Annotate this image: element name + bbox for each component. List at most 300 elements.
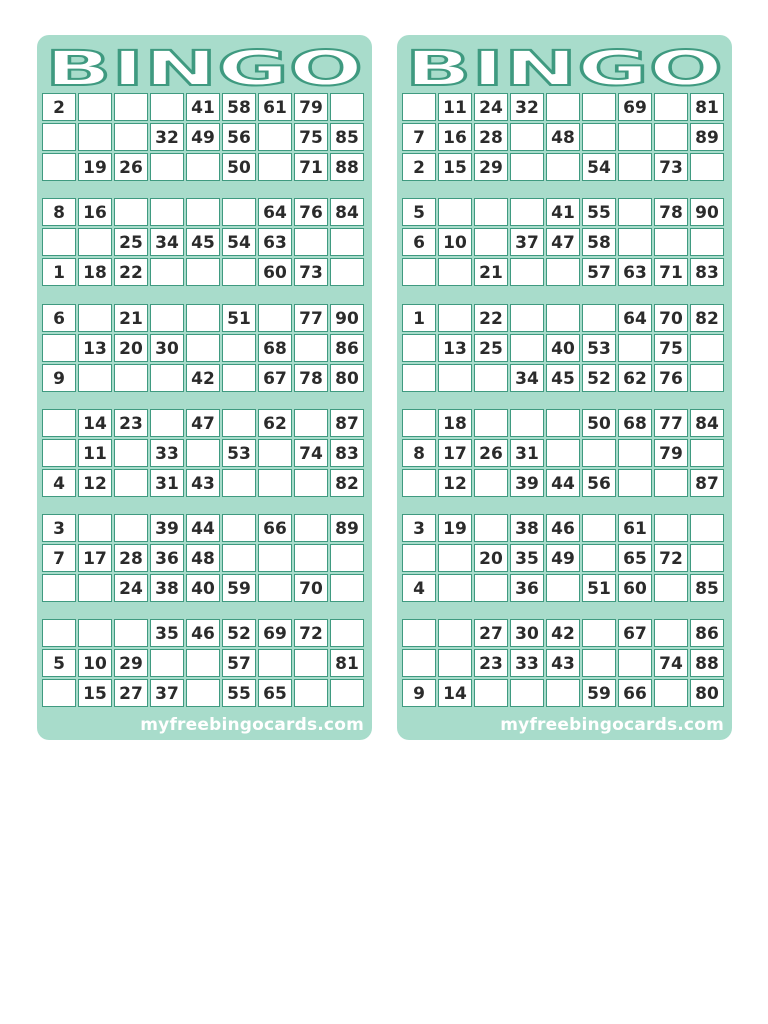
number-cell: 7 bbox=[402, 123, 436, 151]
empty-cell bbox=[258, 469, 292, 497]
number-cell: 32 bbox=[510, 93, 544, 121]
empty-cell bbox=[618, 649, 652, 677]
number-cell: 21 bbox=[114, 304, 148, 332]
empty-cell bbox=[474, 228, 508, 256]
number-cell: 47 bbox=[546, 228, 580, 256]
number-cell: 24 bbox=[114, 574, 148, 602]
number-cell: 42 bbox=[186, 364, 220, 392]
empty-cell bbox=[474, 364, 508, 392]
empty-cell bbox=[438, 364, 472, 392]
number-cell: 82 bbox=[330, 469, 364, 497]
number-cell: 63 bbox=[618, 258, 652, 286]
number-cell: 15 bbox=[78, 679, 112, 707]
empty-cell bbox=[294, 409, 328, 437]
empty-cell bbox=[690, 228, 724, 256]
number-cell: 83 bbox=[330, 439, 364, 467]
empty-cell bbox=[42, 334, 76, 362]
empty-cell bbox=[654, 228, 688, 256]
empty-cell bbox=[582, 544, 616, 572]
empty-cell bbox=[150, 198, 184, 226]
number-cell: 56 bbox=[222, 123, 256, 151]
number-cell: 88 bbox=[690, 649, 724, 677]
empty-cell bbox=[510, 153, 544, 181]
empty-cell bbox=[294, 679, 328, 707]
number-cell: 50 bbox=[222, 153, 256, 181]
number-cell: 75 bbox=[654, 334, 688, 362]
empty-cell bbox=[222, 514, 256, 542]
empty-cell bbox=[258, 123, 292, 151]
number-cell: 2 bbox=[402, 153, 436, 181]
empty-cell bbox=[690, 364, 724, 392]
number-cell: 48 bbox=[186, 544, 220, 572]
strip-title bbox=[41, 40, 367, 90]
number-cell: 4 bbox=[402, 574, 436, 602]
number-cell: 62 bbox=[618, 364, 652, 392]
empty-cell bbox=[186, 439, 220, 467]
number-cell: 49 bbox=[546, 544, 580, 572]
empty-cell bbox=[546, 574, 580, 602]
number-cell: 87 bbox=[690, 469, 724, 497]
empty-cell bbox=[150, 304, 184, 332]
number-cell: 58 bbox=[222, 93, 256, 121]
empty-cell bbox=[546, 679, 580, 707]
number-cell: 14 bbox=[78, 409, 112, 437]
empty-cell bbox=[78, 619, 112, 647]
number-cell: 81 bbox=[330, 649, 364, 677]
number-cell: 28 bbox=[474, 123, 508, 151]
bingo-ticket bbox=[42, 409, 368, 499]
empty-cell bbox=[438, 619, 472, 647]
empty-cell bbox=[42, 228, 76, 256]
empty-cell bbox=[222, 364, 256, 392]
number-cell: 36 bbox=[150, 544, 184, 572]
number-cell: 7 bbox=[42, 544, 76, 572]
empty-cell bbox=[258, 153, 292, 181]
number-cell: 53 bbox=[222, 439, 256, 467]
bingo-ticket bbox=[42, 514, 368, 604]
bingo-strip-left bbox=[37, 35, 372, 740]
number-cell: 67 bbox=[258, 364, 292, 392]
empty-cell bbox=[222, 544, 256, 572]
empty-cell bbox=[42, 619, 76, 647]
number-cell: 51 bbox=[582, 574, 616, 602]
empty-cell bbox=[474, 574, 508, 602]
empty-cell bbox=[438, 574, 472, 602]
number-cell: 52 bbox=[222, 619, 256, 647]
empty-cell bbox=[690, 544, 724, 572]
number-cell: 59 bbox=[582, 679, 616, 707]
empty-cell bbox=[222, 469, 256, 497]
empty-cell bbox=[150, 364, 184, 392]
number-cell: 37 bbox=[150, 679, 184, 707]
empty-cell bbox=[546, 304, 580, 332]
empty-cell bbox=[510, 198, 544, 226]
number-cell: 5 bbox=[402, 198, 436, 226]
number-cell: 38 bbox=[510, 514, 544, 542]
empty-cell bbox=[510, 258, 544, 286]
number-cell: 22 bbox=[474, 304, 508, 332]
empty-cell bbox=[402, 364, 436, 392]
number-cell: 90 bbox=[690, 198, 724, 226]
number-cell: 56 bbox=[582, 469, 616, 497]
empty-cell bbox=[222, 258, 256, 286]
number-cell: 20 bbox=[114, 334, 148, 362]
number-cell: 33 bbox=[510, 649, 544, 677]
empty-cell bbox=[114, 123, 148, 151]
number-cell: 86 bbox=[690, 619, 724, 647]
number-cell: 25 bbox=[114, 228, 148, 256]
number-cell: 73 bbox=[294, 258, 328, 286]
empty-cell bbox=[618, 439, 652, 467]
empty-cell bbox=[294, 649, 328, 677]
number-cell: 27 bbox=[474, 619, 508, 647]
bingo-ticket bbox=[42, 93, 368, 183]
empty-cell bbox=[150, 258, 184, 286]
empty-cell bbox=[42, 153, 76, 181]
number-cell: 40 bbox=[186, 574, 220, 602]
number-cell: 41 bbox=[546, 198, 580, 226]
number-cell: 26 bbox=[474, 439, 508, 467]
number-cell: 20 bbox=[474, 544, 508, 572]
empty-cell bbox=[474, 469, 508, 497]
number-cell: 89 bbox=[330, 514, 364, 542]
number-cell: 42 bbox=[546, 619, 580, 647]
number-cell: 12 bbox=[438, 469, 472, 497]
empty-cell bbox=[294, 514, 328, 542]
empty-cell bbox=[258, 439, 292, 467]
empty-cell bbox=[654, 93, 688, 121]
empty-cell bbox=[150, 649, 184, 677]
number-cell: 55 bbox=[582, 198, 616, 226]
empty-cell bbox=[114, 619, 148, 647]
number-cell: 37 bbox=[510, 228, 544, 256]
number-cell: 53 bbox=[582, 334, 616, 362]
number-cell: 66 bbox=[618, 679, 652, 707]
number-cell: 63 bbox=[258, 228, 292, 256]
number-cell: 19 bbox=[78, 153, 112, 181]
empty-cell bbox=[258, 544, 292, 572]
empty-cell bbox=[258, 304, 292, 332]
number-cell: 43 bbox=[546, 649, 580, 677]
number-cell: 18 bbox=[78, 258, 112, 286]
number-cell: 70 bbox=[294, 574, 328, 602]
number-cell: 74 bbox=[294, 439, 328, 467]
number-cell: 36 bbox=[510, 574, 544, 602]
number-cell: 8 bbox=[402, 439, 436, 467]
empty-cell bbox=[654, 619, 688, 647]
empty-cell bbox=[78, 364, 112, 392]
number-cell: 27 bbox=[114, 679, 148, 707]
number-cell: 2 bbox=[42, 93, 76, 121]
number-cell: 65 bbox=[618, 544, 652, 572]
number-cell: 89 bbox=[690, 123, 724, 151]
empty-cell bbox=[438, 544, 472, 572]
bingo-ticket bbox=[402, 198, 728, 288]
empty-cell bbox=[618, 153, 652, 181]
number-cell: 71 bbox=[294, 153, 328, 181]
empty-cell bbox=[618, 469, 652, 497]
number-cell: 54 bbox=[222, 228, 256, 256]
number-cell: 34 bbox=[510, 364, 544, 392]
number-cell: 46 bbox=[186, 619, 220, 647]
number-cell: 10 bbox=[438, 228, 472, 256]
empty-cell bbox=[510, 334, 544, 362]
bingo-ticket bbox=[402, 93, 728, 183]
empty-cell bbox=[582, 93, 616, 121]
website-footer: myfreebingocards.com bbox=[140, 715, 364, 735]
number-cell: 77 bbox=[654, 409, 688, 437]
number-cell: 67 bbox=[618, 619, 652, 647]
number-cell: 25 bbox=[474, 334, 508, 362]
number-cell: 13 bbox=[438, 334, 472, 362]
number-cell: 48 bbox=[546, 123, 580, 151]
empty-cell bbox=[474, 198, 508, 226]
number-cell: 15 bbox=[438, 153, 472, 181]
bingo-ticket bbox=[402, 619, 728, 709]
empty-cell bbox=[42, 439, 76, 467]
empty-cell bbox=[150, 93, 184, 121]
number-cell: 31 bbox=[510, 439, 544, 467]
bingo-ticket bbox=[42, 198, 368, 288]
empty-cell bbox=[222, 198, 256, 226]
empty-cell bbox=[654, 123, 688, 151]
empty-cell bbox=[186, 679, 220, 707]
empty-cell bbox=[582, 619, 616, 647]
empty-cell bbox=[330, 228, 364, 256]
number-cell: 35 bbox=[510, 544, 544, 572]
number-cell: 1 bbox=[42, 258, 76, 286]
empty-cell bbox=[42, 123, 76, 151]
number-cell: 44 bbox=[186, 514, 220, 542]
empty-cell bbox=[582, 514, 616, 542]
empty-cell bbox=[186, 198, 220, 226]
number-cell: 82 bbox=[690, 304, 724, 332]
number-cell: 50 bbox=[582, 409, 616, 437]
number-cell: 73 bbox=[654, 153, 688, 181]
empty-cell bbox=[330, 258, 364, 286]
empty-cell bbox=[510, 123, 544, 151]
number-cell: 79 bbox=[654, 439, 688, 467]
number-cell: 83 bbox=[690, 258, 724, 286]
number-cell: 69 bbox=[258, 619, 292, 647]
empty-cell bbox=[150, 153, 184, 181]
empty-cell bbox=[582, 304, 616, 332]
empty-cell bbox=[78, 123, 112, 151]
number-cell: 87 bbox=[330, 409, 364, 437]
number-cell: 39 bbox=[150, 514, 184, 542]
number-cell: 41 bbox=[186, 93, 220, 121]
number-cell: 81 bbox=[690, 93, 724, 121]
number-cell: 55 bbox=[222, 679, 256, 707]
number-cell: 31 bbox=[150, 469, 184, 497]
empty-cell bbox=[582, 649, 616, 677]
number-cell: 40 bbox=[546, 334, 580, 362]
number-cell: 46 bbox=[546, 514, 580, 542]
empty-cell bbox=[150, 409, 184, 437]
empty-cell bbox=[78, 574, 112, 602]
empty-cell bbox=[258, 574, 292, 602]
number-cell: 44 bbox=[546, 469, 580, 497]
empty-cell bbox=[690, 514, 724, 542]
number-cell: 52 bbox=[582, 364, 616, 392]
number-cell: 88 bbox=[330, 153, 364, 181]
empty-cell bbox=[438, 258, 472, 286]
number-cell: 17 bbox=[78, 544, 112, 572]
empty-cell bbox=[654, 679, 688, 707]
empty-cell bbox=[186, 334, 220, 362]
bingo-ticket bbox=[42, 619, 368, 709]
empty-cell bbox=[438, 198, 472, 226]
number-cell: 78 bbox=[294, 364, 328, 392]
number-cell: 9 bbox=[402, 679, 436, 707]
number-cell: 43 bbox=[186, 469, 220, 497]
empty-cell bbox=[438, 649, 472, 677]
empty-cell bbox=[618, 123, 652, 151]
empty-cell bbox=[294, 544, 328, 572]
empty-cell bbox=[114, 198, 148, 226]
number-cell: 47 bbox=[186, 409, 220, 437]
empty-cell bbox=[42, 409, 76, 437]
strip-title bbox=[401, 40, 727, 90]
number-cell: 35 bbox=[150, 619, 184, 647]
number-cell: 3 bbox=[402, 514, 436, 542]
empty-cell bbox=[582, 123, 616, 151]
number-cell: 12 bbox=[78, 469, 112, 497]
number-cell: 90 bbox=[330, 304, 364, 332]
empty-cell bbox=[618, 228, 652, 256]
empty-cell bbox=[294, 228, 328, 256]
number-cell: 30 bbox=[510, 619, 544, 647]
number-cell: 23 bbox=[474, 649, 508, 677]
empty-cell bbox=[438, 304, 472, 332]
empty-cell bbox=[546, 93, 580, 121]
number-cell: 61 bbox=[258, 93, 292, 121]
number-cell: 66 bbox=[258, 514, 292, 542]
number-cell: 21 bbox=[474, 258, 508, 286]
empty-cell bbox=[402, 334, 436, 362]
number-cell: 79 bbox=[294, 93, 328, 121]
number-cell: 23 bbox=[114, 409, 148, 437]
number-cell: 6 bbox=[402, 228, 436, 256]
number-cell: 69 bbox=[618, 93, 652, 121]
number-cell: 26 bbox=[114, 153, 148, 181]
number-cell: 54 bbox=[582, 153, 616, 181]
empty-cell bbox=[402, 544, 436, 572]
empty-cell bbox=[690, 334, 724, 362]
empty-cell bbox=[330, 93, 364, 121]
empty-cell bbox=[78, 514, 112, 542]
empty-cell bbox=[474, 514, 508, 542]
number-cell: 72 bbox=[294, 619, 328, 647]
number-cell: 51 bbox=[222, 304, 256, 332]
empty-cell bbox=[330, 574, 364, 602]
empty-cell bbox=[618, 198, 652, 226]
number-cell: 39 bbox=[510, 469, 544, 497]
number-cell: 28 bbox=[114, 544, 148, 572]
number-cell: 33 bbox=[150, 439, 184, 467]
empty-cell bbox=[294, 334, 328, 362]
number-cell: 75 bbox=[294, 123, 328, 151]
empty-cell bbox=[690, 153, 724, 181]
empty-cell bbox=[330, 544, 364, 572]
empty-cell bbox=[114, 514, 148, 542]
empty-cell bbox=[114, 93, 148, 121]
number-cell: 57 bbox=[222, 649, 256, 677]
number-cell: 1 bbox=[402, 304, 436, 332]
bingo-strip-right bbox=[397, 35, 732, 740]
empty-cell bbox=[42, 574, 76, 602]
number-cell: 16 bbox=[78, 198, 112, 226]
empty-cell bbox=[78, 228, 112, 256]
number-cell: 84 bbox=[330, 198, 364, 226]
number-cell: 84 bbox=[690, 409, 724, 437]
number-cell: 29 bbox=[114, 649, 148, 677]
number-cell: 65 bbox=[258, 679, 292, 707]
svg-text:BINGO: BINGO bbox=[405, 41, 723, 90]
empty-cell bbox=[654, 469, 688, 497]
empty-cell bbox=[546, 409, 580, 437]
bingo-ticket bbox=[402, 304, 728, 394]
number-cell: 8 bbox=[42, 198, 76, 226]
empty-cell bbox=[510, 679, 544, 707]
empty-cell bbox=[78, 304, 112, 332]
number-cell: 14 bbox=[438, 679, 472, 707]
number-cell: 4 bbox=[42, 469, 76, 497]
empty-cell bbox=[546, 153, 580, 181]
empty-cell bbox=[186, 153, 220, 181]
empty-cell bbox=[402, 649, 436, 677]
number-cell: 71 bbox=[654, 258, 688, 286]
empty-cell bbox=[294, 469, 328, 497]
bingo-ticket bbox=[402, 514, 728, 604]
bingo-ticket bbox=[42, 304, 368, 394]
empty-cell bbox=[582, 439, 616, 467]
empty-cell bbox=[258, 649, 292, 677]
empty-cell bbox=[654, 514, 688, 542]
number-cell: 86 bbox=[330, 334, 364, 362]
number-cell: 68 bbox=[258, 334, 292, 362]
empty-cell bbox=[114, 469, 148, 497]
number-cell: 38 bbox=[150, 574, 184, 602]
number-cell: 29 bbox=[474, 153, 508, 181]
number-cell: 5 bbox=[42, 649, 76, 677]
number-cell: 30 bbox=[150, 334, 184, 362]
number-cell: 6 bbox=[42, 304, 76, 332]
empty-cell bbox=[78, 93, 112, 121]
bingo-ticket bbox=[402, 409, 728, 499]
number-cell: 80 bbox=[690, 679, 724, 707]
number-cell: 13 bbox=[78, 334, 112, 362]
empty-cell bbox=[510, 304, 544, 332]
number-cell: 76 bbox=[294, 198, 328, 226]
empty-cell bbox=[114, 439, 148, 467]
number-cell: 19 bbox=[438, 514, 472, 542]
number-cell: 60 bbox=[258, 258, 292, 286]
number-cell: 10 bbox=[78, 649, 112, 677]
empty-cell bbox=[402, 469, 436, 497]
number-cell: 68 bbox=[618, 409, 652, 437]
number-cell: 34 bbox=[150, 228, 184, 256]
number-cell: 64 bbox=[258, 198, 292, 226]
number-cell: 3 bbox=[42, 514, 76, 542]
number-cell: 61 bbox=[618, 514, 652, 542]
number-cell: 74 bbox=[654, 649, 688, 677]
empty-cell bbox=[510, 409, 544, 437]
empty-cell bbox=[42, 679, 76, 707]
number-cell: 24 bbox=[474, 93, 508, 121]
empty-cell bbox=[114, 364, 148, 392]
empty-cell bbox=[402, 93, 436, 121]
